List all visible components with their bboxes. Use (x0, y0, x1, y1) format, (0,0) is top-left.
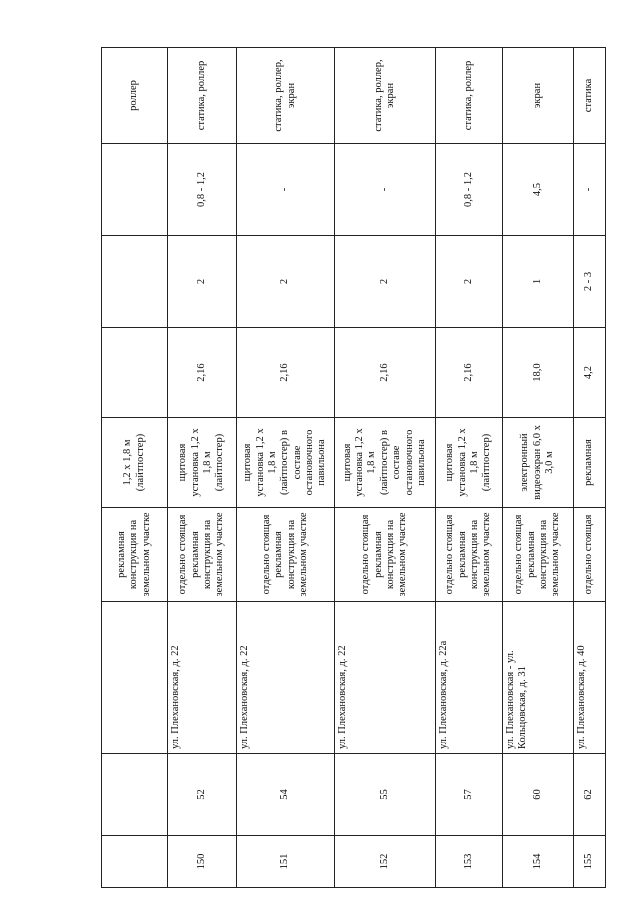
technology-cell: роллер (102, 48, 168, 144)
structure-id: 62 (574, 754, 606, 836)
table-row (168, 48, 237, 888)
table-row (335, 48, 436, 888)
address-cell: ул. Плехановская, д. 40 (574, 602, 606, 754)
technology-cell: статика (574, 48, 606, 144)
placement-cell: отдельно стоящая рекламная конструкция на земельном участке (168, 508, 237, 602)
rotated-table-container (101, 48, 605, 888)
advertising-structures-table (101, 47, 606, 888)
table-row (237, 48, 335, 888)
placement-cell: отдельно стоящая (574, 508, 606, 602)
technology-cell: экран (503, 48, 574, 144)
technology-cell: статика, роллер (436, 48, 503, 144)
sides-cell: 2 - 3 (574, 236, 606, 328)
row-number: 154 (503, 836, 574, 888)
height-cell: 0,8 - 1,2 (436, 144, 503, 236)
table-row (102, 48, 168, 888)
address-cell: ул. Плехановская, д. 22 (168, 602, 237, 754)
type-cell: щитовая установка 1,2 х 1,8 м (лайтпостер) (168, 418, 237, 508)
area-cell: 2,16 (335, 328, 436, 418)
row-number: 152 (335, 836, 436, 888)
address-cell: ул. Плехановская - ул. Кольцовская, д. 31 (503, 602, 574, 754)
area-cell: 2,16 (237, 328, 335, 418)
structure-id: 60 (503, 754, 574, 836)
technology-cell: статика, роллер, экран (237, 48, 335, 144)
placement-cell: отдельно стоящая рекламная конструкция на земельном участке (503, 508, 574, 602)
row-number: 151 (237, 836, 335, 888)
row-number: 153 (436, 836, 503, 888)
placement-cell: рекламная конструкция на земельном участке (102, 508, 168, 602)
type-cell: рекламная (574, 418, 606, 508)
height-cell: - (237, 144, 335, 236)
area-cell: 4,2 (574, 328, 606, 418)
sides-cell: 2 (168, 236, 237, 328)
height-cell: 4,5 (503, 144, 574, 236)
address-cell: ул. Плехановская, д. 22а (436, 602, 503, 754)
structure-id: 57 (436, 754, 503, 836)
placement-cell: отдельно стоящая рекламная конструкция на земельном участке (436, 508, 503, 602)
height-cell (102, 144, 168, 236)
sides-cell (102, 236, 168, 328)
row-number: 150 (168, 836, 237, 888)
type-cell: 1,2 х 1,8 м (лайтпостер) (102, 418, 168, 508)
type-cell: щитовая установка 1,2 х 1,8 м (лайтпостер) в составе остановочного павильона (335, 418, 436, 508)
table-row (574, 48, 606, 888)
sides-cell: 1 (503, 236, 574, 328)
area-cell: 18,0 (503, 328, 574, 418)
structure-id (102, 754, 168, 836)
address-cell: ул. Плехановская, д. 22 (237, 602, 335, 754)
technology-cell: статика, роллер (168, 48, 237, 144)
structure-id: 52 (168, 754, 237, 836)
type-cell: щитовая установка 1,2 х 1,8 м (лайтпостер) (436, 418, 503, 508)
height-cell: - (574, 144, 606, 236)
area-cell: 2,16 (168, 328, 237, 418)
technology-cell: статика, роллер, экран (335, 48, 436, 144)
area-cell: 2,16 (436, 328, 503, 418)
sides-cell: 2 (335, 236, 436, 328)
row-number: 155 (574, 836, 606, 888)
address-cell (102, 602, 168, 754)
address-cell: ул. Плехановская, д. 22 (335, 602, 436, 754)
type-cell: электронный видеоэкран 6,0 х 3,0 м (503, 418, 574, 508)
height-cell: 0,8 - 1,2 (168, 144, 237, 236)
placement-cell: отдельно стоящая рекламная конструкция на земельном участке (237, 508, 335, 602)
row-number (102, 836, 168, 888)
table-row (436, 48, 503, 888)
placement-cell: отдельно стоящая рекламная конструкция на земельном участке (335, 508, 436, 602)
structure-id: 55 (335, 754, 436, 836)
sides-cell: 2 (436, 236, 503, 328)
table-row (503, 48, 574, 888)
type-cell: щитовая установка 1,2 х 1,8 м (лайтпостер) в составе остановочного павильона (237, 418, 335, 508)
sides-cell: 2 (237, 236, 335, 328)
height-cell: - (335, 144, 436, 236)
area-cell (102, 328, 168, 418)
structure-id: 54 (237, 754, 335, 836)
